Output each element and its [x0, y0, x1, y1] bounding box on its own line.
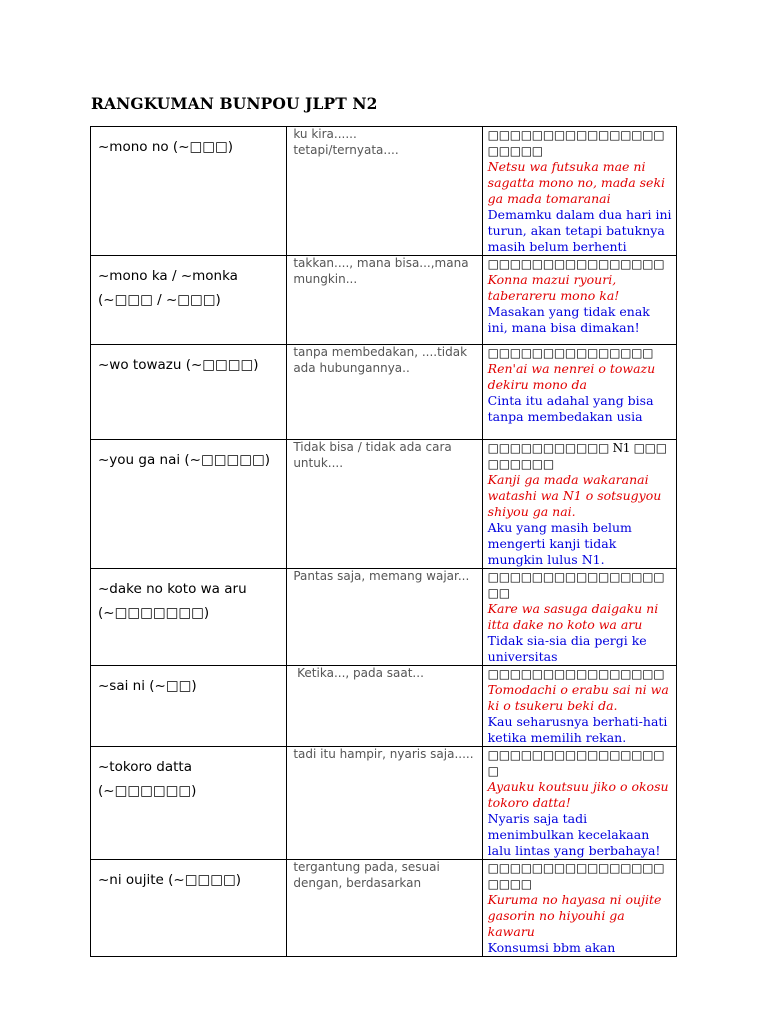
- document-title: RANGKUMAN BUNPOU JLPT N2: [91, 94, 378, 113]
- example-cell: [482, 860, 676, 957]
- meaning-cell: [287, 747, 482, 860]
- grammar-pattern: ~sai ni (~□□): [98, 678, 197, 694]
- example-block: [483, 747, 676, 859]
- grammar-pattern: ~wo towazu (~□□□□): [98, 357, 259, 373]
- example-cell: [482, 345, 676, 440]
- example-block: [483, 440, 676, 568]
- meaning-cell: [287, 860, 482, 957]
- example-block: [483, 256, 676, 336]
- grammar-pattern: ~mono ka / ~monka (~□□□ / ~□□□): [98, 268, 238, 308]
- meaning-cell: [287, 256, 482, 345]
- example-japanese: □□□□□□□□□□□□□□□□□□□□□: [487, 128, 665, 158]
- example-romaji: Ayauku koutsuu jiko o okosu tokoro datta!: [487, 779, 669, 810]
- grammar-meaning: Pantas saja, memang wajar...: [293, 569, 470, 583]
- example-block: [483, 127, 676, 255]
- table-row: [91, 747, 677, 860]
- example-cell: [482, 666, 676, 747]
- pattern-cell: [91, 569, 287, 666]
- example-block: [483, 666, 676, 746]
- grammar-pattern: ~dake no koto wa aru (~□□□□□□□): [98, 581, 247, 621]
- example-translation: Aku yang masih belum mengerti kanji tidak mungkin lulus N1.: [487, 520, 632, 567]
- table-row: [91, 860, 677, 957]
- example-translation: Kau seharusnya berhati-hati ketika memilih rekan.: [487, 714, 668, 745]
- example-cell: [482, 569, 676, 666]
- meaning-cell: [287, 569, 482, 666]
- meaning-cell: [287, 127, 482, 256]
- grammar-meaning: takkan...., mana bisa...,mana mungkin...: [293, 256, 473, 286]
- table-row: [91, 666, 677, 747]
- example-romaji: Ren'ai wa nenrei o towazu dekiru mono da: [487, 361, 656, 392]
- example-translation: Demamku dalam dua hari ini turun, akan tetapi batuknya masih belum berhenti: [487, 207, 672, 254]
- example-translation: Tidak sia-sia dia pergi ke universitas: [487, 633, 647, 664]
- table-row: [91, 256, 677, 345]
- example-block: [483, 569, 676, 665]
- table-row: [91, 440, 677, 569]
- grammar-pattern: ~tokoro datta (~□□□□□□): [98, 759, 197, 799]
- example-cell: [482, 747, 676, 860]
- pattern-cell: [91, 666, 287, 747]
- grammar-meaning: ku kira...... tetapi/ternyata....: [293, 127, 399, 157]
- example-translation: Cinta itu adahal yang bisa tanpa membedakan usia: [487, 393, 654, 424]
- example-japanese: □□□□□□□□□□□□□□□□: [487, 257, 665, 271]
- grammar-pattern: ~mono no (~□□□): [98, 139, 234, 155]
- example-block: [483, 860, 676, 956]
- example-translation: Masakan yang tidak enak ini, mana bisa dimakan!: [487, 304, 650, 335]
- grammar-meaning: tergantung pada, sesuai dengan, berdasarkan: [293, 860, 444, 890]
- grammar-pattern: ~ni oujite (~□□□□): [98, 872, 241, 888]
- table-row: [91, 127, 677, 256]
- example-japanese: □□□□□□□□□□□□□□□: [487, 346, 654, 360]
- example-translation: Konsumsi bbm akan: [487, 940, 616, 955]
- example-cell: [482, 440, 676, 569]
- meaning-cell: [287, 345, 482, 440]
- example-romaji: Konna mazui ryouri, taberareru mono ka!: [487, 272, 620, 303]
- example-block: [483, 345, 676, 425]
- grammar-meaning: tadi itu hampir, nyaris saja.....: [293, 747, 474, 761]
- pattern-cell: [91, 127, 287, 256]
- example-romaji: Kanji ga mada wakaranai watashi wa N1 o sotsugyou shiyou ga nai.: [487, 472, 662, 519]
- grammar-meaning: Tidak bisa / tidak ada cara untuk....: [293, 440, 456, 470]
- pattern-cell: [91, 747, 287, 860]
- example-japanese: □□□□□□□□□□□□□□□□□□: [487, 570, 665, 600]
- grammar-meaning: tanpa membedakan, ....tidak ada hubungannya..: [293, 345, 471, 375]
- grammar-meaning: Ketika..., pada saat...: [293, 666, 424, 680]
- grammar-pattern: ~you ga nai (~□□□□□): [98, 452, 271, 468]
- example-cell: [482, 256, 676, 345]
- example-japanese: □□□□□□□□□□□□□□□□□: [487, 748, 665, 778]
- pattern-cell: [91, 345, 287, 440]
- example-romaji: Kare wa sasuga daigaku ni itta dake no koto wa aru: [487, 601, 659, 632]
- example-japanese: □□□□□□□□□□□□□□□□: [487, 667, 665, 681]
- example-cell: [482, 127, 676, 256]
- example-romaji: Netsu wa futsuka mae ni sagatta mono no, mada seki ga mada tomaranai: [487, 159, 666, 206]
- table-row: [91, 345, 677, 440]
- example-romaji: Kuruma no hayasa ni oujite gasorin no hiyouhi ga kawaru: [487, 892, 662, 939]
- pattern-cell: [91, 860, 287, 957]
- example-translation: Nyaris saja tadi menimbulkan kecelakaan lalu lintas yang berbahaya!: [487, 811, 661, 858]
- example-japanese: □□□□□□□□□□□□□□□□□□□□: [487, 861, 665, 891]
- pattern-cell: [91, 440, 287, 569]
- example-japanese: □□□□□□□□□□□ N1 □□□□□□□□□: [487, 441, 667, 471]
- example-romaji: Tomodachi o erabu sai ni wa ki o tsukeru beki da.: [487, 682, 669, 713]
- grammar-table: [90, 126, 677, 957]
- grammar-table-body: [91, 127, 677, 957]
- meaning-cell: [287, 666, 482, 747]
- table-row: [91, 569, 677, 666]
- meaning-cell: [287, 440, 482, 569]
- pattern-cell: [91, 256, 287, 345]
